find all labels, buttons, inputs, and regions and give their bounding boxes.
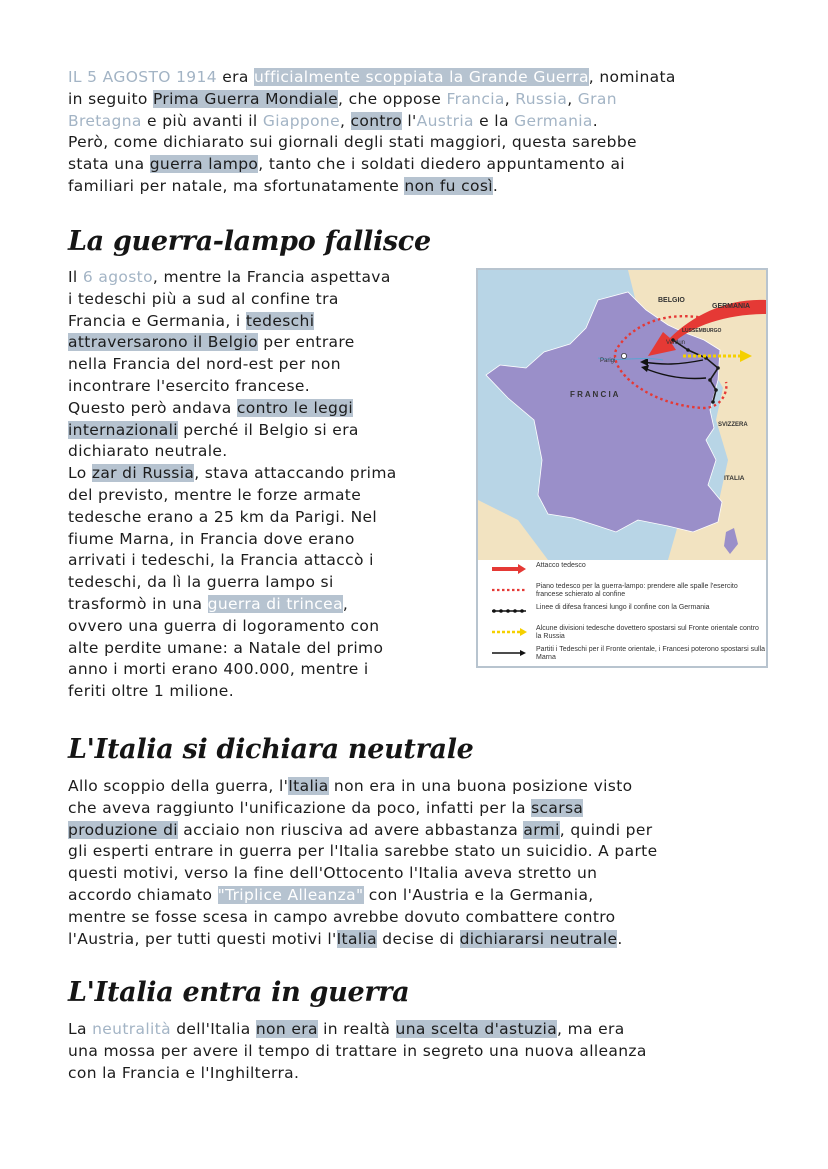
map-label-belgio: BELGIO: [658, 297, 685, 304]
section-title-guerra-lampo: La guerra-lampo fallisce: [68, 226, 431, 257]
guerra-lampo-paragraph: Il 6 agosto, mentre la Francia aspettava i tedeschi più a sud al confine tra Francia e Germania, i tedeschi attraversarono il Belgio per entrare nella Francia del nord-est per non incontrare l'esercito francese. Questo però andava contro le leggi internazionali perché il Belgio si era dichiarato neutrale. Lo zar di Russia, stava attaccando prima del previsto, mentre le forze armate tedesche erano a 25 km da Parigi. Nel fiume Marna, in Francia dove erano arrivati i tedeschi, la Francia attaccò i tedeschi, da lì la guerra lampo si trasformò in una guerra di trincea, ovvero una guerra di logoramento con alte perdite umane: a Natale del primo anno i morti erano 400.000, mentre i feriti oltre 1 milione.: [68, 268, 397, 701]
map-label-lussemburgo: LUSSEMBURGO: [682, 328, 722, 334]
highlight: produzione di: [68, 820, 178, 839]
highlight: internazionali: [68, 420, 178, 439]
highlight: contro: [350, 111, 403, 130]
highlight: tedeschi: [245, 311, 315, 330]
highlight: Italia: [336, 929, 377, 948]
legend-row: Piano tedesco per la guerra-lampo: prendere alle spalle l'esercito francese schierato al confine: [536, 583, 738, 598]
italia-guerra-paragraph: La neutralità dell'Italia non era in realtà una scelta d'astuzia, ma era una mossa per avere il tempo di trattare in segreto una nuova alleanza con la Francia e l'Inghilterra.: [68, 1020, 647, 1082]
highlight: armi: [523, 820, 560, 839]
legend-row: Linee di difesa francesi lungo il confine con la Germania: [478, 604, 766, 625]
legend-row: Attacco tedesco: [478, 562, 766, 583]
map-legend: [478, 562, 766, 667]
map-label-svizzera: SVIZZERA: [718, 422, 748, 428]
map-label-francia: F R A N C I A: [570, 390, 619, 399]
map-label-parigi: Parigi: [600, 358, 616, 364]
legend-row: Partiti i Tedeschi per il Fronte orientale, i Francesi poterono spostarsi sulla Marna: [478, 646, 766, 667]
map-label-italia: ITALIA: [724, 475, 745, 482]
date-text: IL 5 AGOSTO 1914: [68, 68, 217, 86]
section-title-italia-guerra: L'Italia entra in guerra: [68, 977, 410, 1008]
highlight: guerra lampo: [149, 155, 259, 174]
highlight: ufficialmente scoppiata la Grande Guerra: [253, 68, 589, 86]
section-title-italia-neutrale: L'Italia si dichiara neutrale: [68, 734, 474, 765]
highlight: zar di Russia: [91, 464, 195, 483]
highlight: contro le leggi: [236, 398, 354, 417]
western-front-map: [476, 268, 768, 668]
highlight: dichiararsi neutrale: [459, 929, 618, 948]
highlight: Italia: [288, 777, 329, 795]
italia-neutrale-paragraph: Allo scoppio della guerra, l'Italia non era in una buona posizione visto che aveva raggiunto l'unificazione da poco, infatti per la scarsa produzione di acciaio non riusciva ad avere abbastanza armi, quindi per gli esperti entrare in guerra per l'Italia sarebbe stato un suicidio. A parte questi motivi, verso la fine dell'Ottocento l'Italia aveva stretto un accordo chiamato "Triplice Alleanza" con l'Austria e la Germania, mentre se fosse scesa in campo avrebbe dovuto combattere contro l'Austria, per tutti questi motivi l'Italia decise di dichiararsi neutrale.: [68, 777, 658, 948]
highlight: guerra di trincea: [207, 594, 343, 613]
paris-marker: [621, 353, 626, 358]
map-drawing: [478, 270, 766, 560]
intro-paragraph: IL 5 AGOSTO 1914 era ufficialmente scoppiata la Grande Guerra, nominata in seguito Prima Guerra Mondiale, che oppose Francia, Russia, Gran Bretagna e più avanti il Giappone, contro l'Austria e la Germania. Però, come dichiarato sui giornali degli stati maggiori, questa sarebbe stata una guerra lampo, tanto che i soldati diedero appuntamento ai familiari per natale, ma sfortunatamente non fu così.: [68, 68, 676, 195]
highlight: non fu così: [404, 176, 493, 195]
highlight: scarsa: [531, 798, 584, 817]
highlight: Prima Guerra Mondiale: [152, 89, 339, 108]
highlight: attraversarono il Belgio: [68, 333, 258, 352]
highlight: "Triplice Alleanza": [217, 885, 364, 904]
legend-row: Alcune divisioni tedesche dovettero spostarsi sul Fronte orientale contro la Russia: [478, 625, 766, 646]
map-label-germania: GERMANIA: [712, 303, 751, 310]
highlight: una scelta d'astuzia: [395, 1020, 558, 1038]
map-label-verdun: Verdun: [666, 340, 686, 346]
legend-red-arrow: [492, 564, 526, 574]
highlight: non era: [255, 1020, 318, 1038]
